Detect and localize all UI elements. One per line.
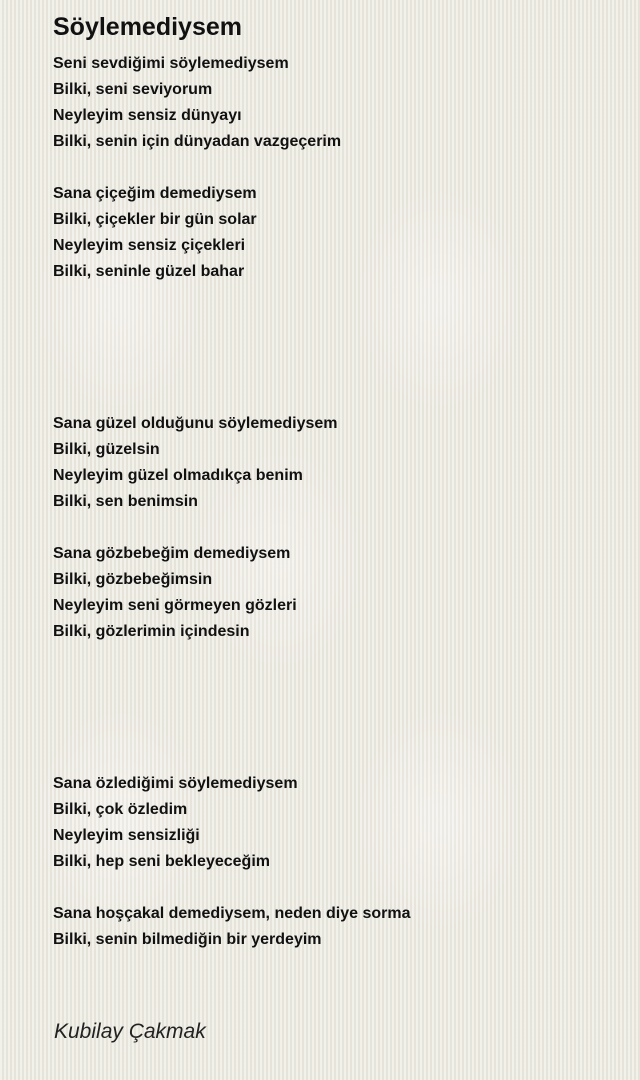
- poem-title: Söylemediysem: [53, 13, 242, 41]
- poem-line: Bilki, gözbebeğimsin: [53, 571, 213, 588]
- poem-line: Sana çiçeğim demediysem: [53, 185, 257, 202]
- poem-author: Kubilay Çakmak: [54, 1020, 206, 1043]
- poem-line: Bilki, seni seviyorum: [53, 81, 213, 98]
- poem-line: Bilki, hep seni bekleyeceğim: [53, 853, 270, 870]
- poem-line: Neyleyim seni görmeyen gözleri: [53, 597, 297, 614]
- poem-line: Sana gözbebeğim demediysem: [53, 545, 291, 562]
- poem-line: Bilki, sen benimsin: [53, 493, 198, 510]
- poem-line: Bilki, gözlerimin içindesin: [53, 623, 250, 640]
- poem-line: Bilki, çok özledim: [53, 801, 188, 818]
- poem-line: Sana özlediğimi söylemediysem: [53, 775, 298, 792]
- stanza-4: [53, 541, 297, 645]
- poem-line: Seni sevdiğimi söylemediysem: [53, 55, 289, 72]
- poem-line: Bilki, senin bilmediğin bir yerdeyim: [53, 931, 322, 948]
- poem-line: Neyleyim sensizliği: [53, 827, 200, 844]
- stanza-2: [53, 181, 257, 285]
- poem-line: Bilki, seninle güzel bahar: [53, 263, 245, 280]
- poem-line: Bilki, çiçekler bir gün solar: [53, 211, 257, 228]
- poem-line: Sana güzel olduğunu söylemediysem: [53, 415, 338, 432]
- poem-line: Neyleyim sensiz dünyayı: [53, 107, 242, 124]
- poem-line: Neyleyim sensiz çiçekleri: [53, 237, 246, 254]
- poem-line: Bilki, güzelsin: [53, 441, 160, 458]
- stanza-6: [53, 901, 411, 953]
- stanza-3: [53, 411, 338, 515]
- poem-line: Neyleyim güzel olmadıkça benim: [53, 467, 303, 484]
- stanza-1: [53, 51, 341, 155]
- poem-line: Sana hoşçakal demediysem, neden diye sorma: [53, 905, 411, 922]
- poem-line: Bilki, senin için dünyadan vazgeçerim: [53, 133, 342, 150]
- stanza-5: [53, 771, 298, 875]
